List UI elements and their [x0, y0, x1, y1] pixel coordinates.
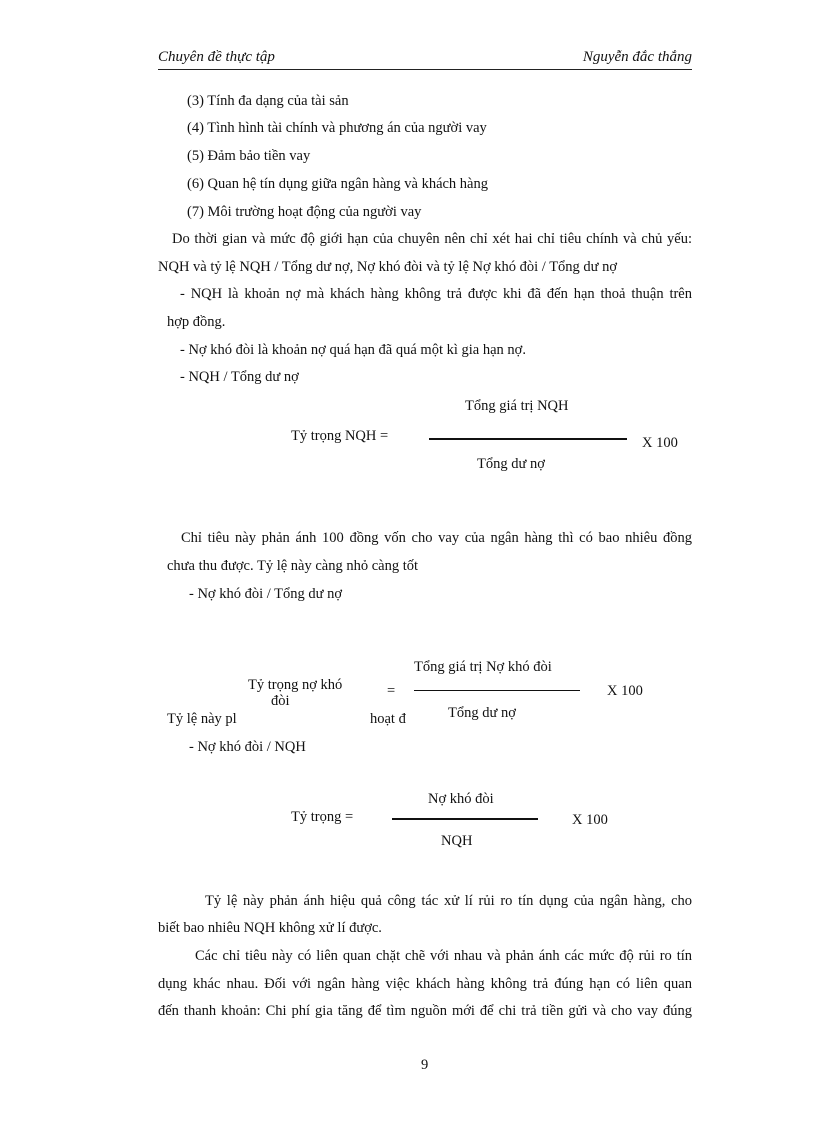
list-item: (5) Đảm bảo tiền vay	[187, 148, 311, 164]
formula1-numerator: Tổng giá trị NQH	[465, 398, 569, 414]
formula3-denominator: NQH	[441, 833, 473, 849]
formula2-label-line-1: Tỷ trọng nợ khó	[248, 677, 343, 693]
explain1-line-2: chưa thu được. Tỷ lệ này càng nhỏ càng tốt	[167, 558, 419, 574]
list-item: (4) Tình hình tài chính và phương án của người vay	[187, 120, 487, 136]
definition-nkd: - Nợ khó đòi là khoản nợ quá hạn đã quá một kì gia hạn nợ.	[180, 342, 526, 358]
definition-nqh: - NQH là khoản nợ mà khách hàng không trả được khi đã đến hạn thoả thuận trên	[180, 286, 692, 302]
formula2-label-line-2: đòi	[271, 693, 290, 709]
closing-line-1: Các chỉ tiêu này có liên quan chặt chẽ với nhau và phản ánh các mức độ rủi ro tín	[195, 948, 692, 964]
obscured-text-left: Tỷ lệ này pl	[167, 711, 237, 727]
page-number: 9	[421, 1057, 429, 1073]
ratio2-heading: - Nợ khó đòi / Tổng dư nợ	[189, 586, 343, 602]
header-author: Nguyễn đắc thắng	[582, 49, 692, 65]
explain2-line-2: biết bao nhiêu NQH không xử lí được.	[158, 920, 382, 936]
formula2-fraction-bar	[414, 690, 580, 691]
formula1-fraction-bar	[429, 438, 627, 440]
formula3-fraction-bar	[392, 818, 538, 820]
intro-line-1: Do thời gian và mức độ giới hạn của chuyên nên chỉ xét hai chỉ tiêu chính và chủ yếu:	[172, 231, 692, 247]
formula3-label: Tỷ trọng =	[291, 809, 354, 825]
ratio1-heading: - NQH / Tổng dư nợ	[180, 369, 299, 385]
closing-line-3: đến thanh khoản: Chi phí gia tăng để tìm nguồn mới để chi trả tiền gửi và cho vay đúng	[158, 1003, 692, 1019]
explain1-line-1: Chỉ tiêu này phản ánh 100 đồng vốn cho vay của ngân hàng thì có bao nhiêu đồng	[181, 530, 692, 546]
formula2-equals: =	[387, 683, 396, 699]
header-title: Chuyên đề thực tập	[158, 49, 275, 65]
formula3-multiplier: X 100	[572, 812, 608, 828]
list-item: (7) Môi trường hoạt động của người vay	[187, 204, 422, 220]
obscured-text-mid: hoạt đ	[370, 711, 406, 727]
closing-line-2: dụng khác nhau. Đối với ngân hàng việc khách hàng không trả đúng hạn có liên quan	[158, 976, 692, 992]
formula3-numerator: Nợ khó đòi	[428, 791, 494, 807]
definition-nqh-cont: hợp đồng.	[167, 314, 226, 330]
formula1-multiplier: X 100	[642, 435, 678, 451]
header-rule	[158, 69, 692, 70]
list-item: (3) Tính đa dạng của tài sản	[187, 93, 349, 109]
list-item: (6) Quan hệ tín dụng giữa ngân hàng và khách hàng	[187, 176, 488, 192]
formula2-multiplier: X 100	[607, 683, 643, 699]
formula2-numerator: Tổng giá trị Nợ khó đòi	[414, 659, 552, 675]
explain2-line-1: Tỷ lệ này phản ánh hiệu quả công tác xử lí rủi ro tín dụng của ngân hàng, cho	[205, 893, 692, 909]
formula2-denominator: Tổng dư nợ	[448, 705, 516, 721]
formula1-denominator: Tổng dư nợ	[477, 456, 545, 472]
ratio3-heading: - Nợ khó đòi / NQH	[189, 739, 306, 755]
intro-line-2: NQH và tỷ lệ NQH / Tổng dư nợ, Nợ khó đòi và tỷ lệ Nợ khó đòi / Tổng dư nợ	[158, 259, 618, 275]
formula1-label: Tỷ trọng NQH =	[291, 428, 389, 444]
